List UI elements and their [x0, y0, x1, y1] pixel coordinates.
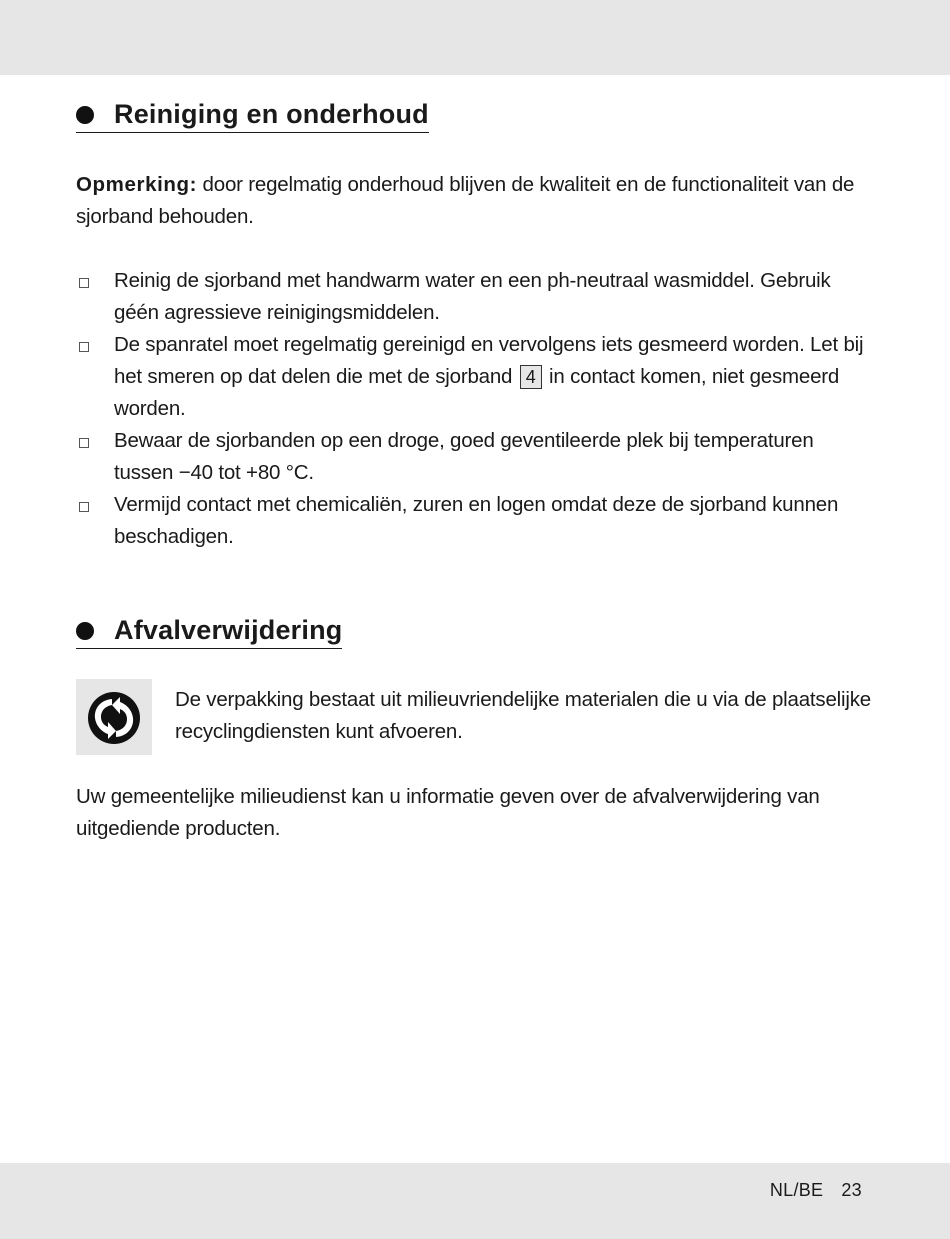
checkbox-square-icon [79, 342, 89, 352]
list-item [76, 489, 876, 553]
section-heading-cleaning [76, 99, 429, 133]
recycling-logo [76, 679, 152, 755]
note-label: Opmerking: [76, 173, 198, 196]
footer-locale: NL/BE [769, 1180, 824, 1200]
checkbox-square-icon [79, 278, 89, 288]
top-band [0, 0, 950, 75]
list-item-text: in contact komen, niet gesmeerd worden. [114, 365, 840, 420]
heading-text: Reiniging en onderhoud [114, 99, 429, 129]
part-reference: 4 [520, 365, 542, 389]
list-item-text: Bewaar de sjorbanden op een droge, goed geventileerde plek bij temperaturen tussen −40 tot +80 °C. [114, 429, 814, 484]
checkbox-square-icon [79, 502, 89, 512]
footer-page-number: 23 [841, 1180, 862, 1200]
heading-bullet-icon [76, 106, 94, 124]
list-item-text: Reinig de sjorband met handwarm water en een ph-neutraal wasmiddel. Gebruik géén agressieve reinigingsmiddelen. [114, 269, 831, 324]
green-dot-recycling-icon [86, 691, 142, 745]
heading-text: Afvalverwijdering [114, 615, 343, 645]
note-paragraph [76, 169, 886, 233]
checkbox-square-icon [79, 438, 89, 448]
list-item-text: Vermijd contact met chemicaliën, zuren en logen omdat deze de sjorband kunnen beschadigen. [114, 493, 839, 548]
list-item [76, 425, 876, 489]
section-heading-disposal [76, 615, 342, 649]
list-item-text: De spanratel moet regelmatig gereinigd en vervolgens iets gesmeerd worden. Let bij het smeren op dat delen die met de sjorband [114, 333, 864, 388]
bottom-band [0, 1163, 950, 1239]
packaging-paragraph: De verpakking bestaat uit milieuvriendelijke materialen die u via de plaatselijke recyclingdiensten kunt afvoeren. [175, 688, 871, 743]
heading-bullet-icon [76, 622, 94, 640]
page-footer [770, 1180, 862, 1201]
list-item [76, 265, 876, 329]
list-item [76, 329, 876, 425]
note-text: door regelmatig onderhoud blijven de kwaliteit en de functionaliteit van de sjorband behouden. [76, 173, 855, 228]
municipal-paragraph: Uw gemeentelijke milieudienst kan u informatie geven over de afvalverwijdering van uitgediende producten. [76, 785, 820, 840]
maintenance-list [76, 265, 876, 553]
